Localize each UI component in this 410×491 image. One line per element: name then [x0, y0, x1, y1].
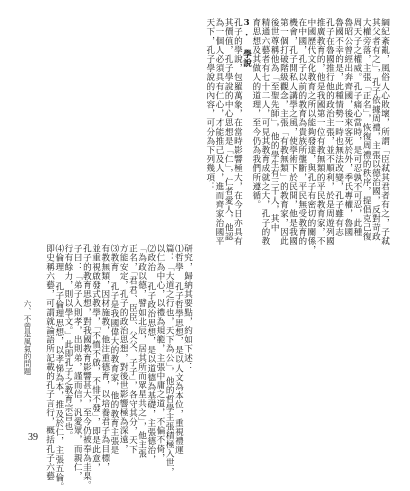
text-column: 3. 學說 — [241, 18, 252, 68]
text-column: 魯國不幸的是，此種情勢一時也無法改變，孔子雖有志 — [333, 18, 344, 237]
page-number: 39 — [28, 432, 38, 443]
text-column: 「為政以德，譬如北辰，居其所而眾星共之」，他主張 — [136, 244, 147, 459]
running-head: 六、不曾是風氣的問題 — [23, 300, 32, 375]
text-column: 有教無類，因材施教，他注重德育，以培養君子為目標， — [99, 244, 110, 472]
text-column: ⑴哲學 孔子哲學思想，是以人文為本位，重視禮運 — [173, 244, 184, 455]
text-column: 天下，孔子學說的內容，可分為下列幾項： — [204, 18, 215, 191]
text-column: 孔子的教育思想，對我國教育影響甚大，至今仍被奉為圭臬。 — [81, 244, 92, 490]
text-column: 研究，歸納其要點，約如下述： — [182, 244, 193, 372]
text-column: 機會，孔子開私人講學之風，使學術下於民間，他是我國 — [287, 18, 298, 246]
text-column: 在中國，孔子以前的教育為貴族所壟斷，平民無受教育的 — [296, 18, 307, 246]
text-column: 篇：「大道之行也，天下為公」，他的哲學主張積極入世， — [164, 244, 175, 477]
text-column: 為一個人必須具有仁心，才能推己及人，進而齊家治國平 — [213, 18, 224, 246]
text-column: 綱紀紊亂，風俗人心敗壞，所謂「臣弒其君者有之，子弒 — [379, 18, 390, 246]
text-column: 以仁為中心，以禮為規範，主張中庸之道，不偏不倚， — [154, 244, 165, 463]
text-column: 第一個打破階級觀念，主張「有教無類」的教育家，因此 — [278, 18, 289, 246]
text-column: ⑷倫理 孔子倫理思想，以孝悌為本，推及於仁，主張五倫。 — [53, 244, 64, 491]
text-column: 方能安定，孔子的政治思想，對後世影響極為深遠， — [118, 244, 129, 454]
text-column: 周天子之權威。孔子痛心當時，是可忍孰不可忍，此種 — [351, 18, 362, 237]
text-column: 正名，「君君、臣臣、父父、子子」，各守其分，天下 — [127, 244, 138, 454]
text-column: 並重視啟發式教學，「不憤不啟，不悱不發」，即是此意， — [90, 244, 101, 472]
text-column: 孔子的學說，包羅萬象，在當時影響極大，在今日亦具有 — [232, 18, 243, 246]
text-column: 孔子在魯國推行他的政治主張，並不順利，於是周遊列國 — [324, 18, 335, 246]
text-column: 其父者有之」，孔子依據周禮，主張以德治國，反對苛政 — [370, 18, 381, 242]
text-column: 行有餘力，則以學文。」此即孔子之教育宗旨也。 — [62, 244, 73, 440]
text-column: 即史稱六藝，可謂就論語所記載的孔子言行，概括孔子六藝 — [44, 244, 55, 481]
text-column: 子曰：「弟子入則孝，出則弟，謹而信，汎愛眾，而親仁， — [72, 244, 83, 481]
text-column: 大權旁落，主張「正名」，恢復周禮的秩序，提倡克己復 — [361, 18, 372, 242]
text-column: 後世尊稱他為「至聖先師」，他的學生有三千人，其中 — [269, 18, 280, 233]
text-column: 中國歷代文化教育之所以能夠發達，與孔子有密切的關係， — [305, 18, 316, 255]
text-column: ⑵政治 孔子政治思想，是以道德為基礎，主張德治， — [145, 244, 156, 464]
text-column: 育思想及其做人的道理，至今仍為我們所遵循。 — [250, 18, 261, 210]
text-column: 推廣教育的，他是我國第一位有教無類的平民教育家，不 — [315, 18, 326, 246]
text-column: 其價值，孔子學說的中心思想是「仁」，仁者愛人，他認 — [223, 18, 234, 242]
text-column: ⑶教育 孔子是我國偉大的教育家，他的教育主張是 — [108, 244, 119, 455]
text-column: 魯昭公曾經出奔齊國，後來客死於外，季氏專權，魯國 — [342, 18, 353, 237]
text-column: 精通六藝者有七十二人，可見其教育成就之大，孔子的教 — [259, 18, 270, 246]
